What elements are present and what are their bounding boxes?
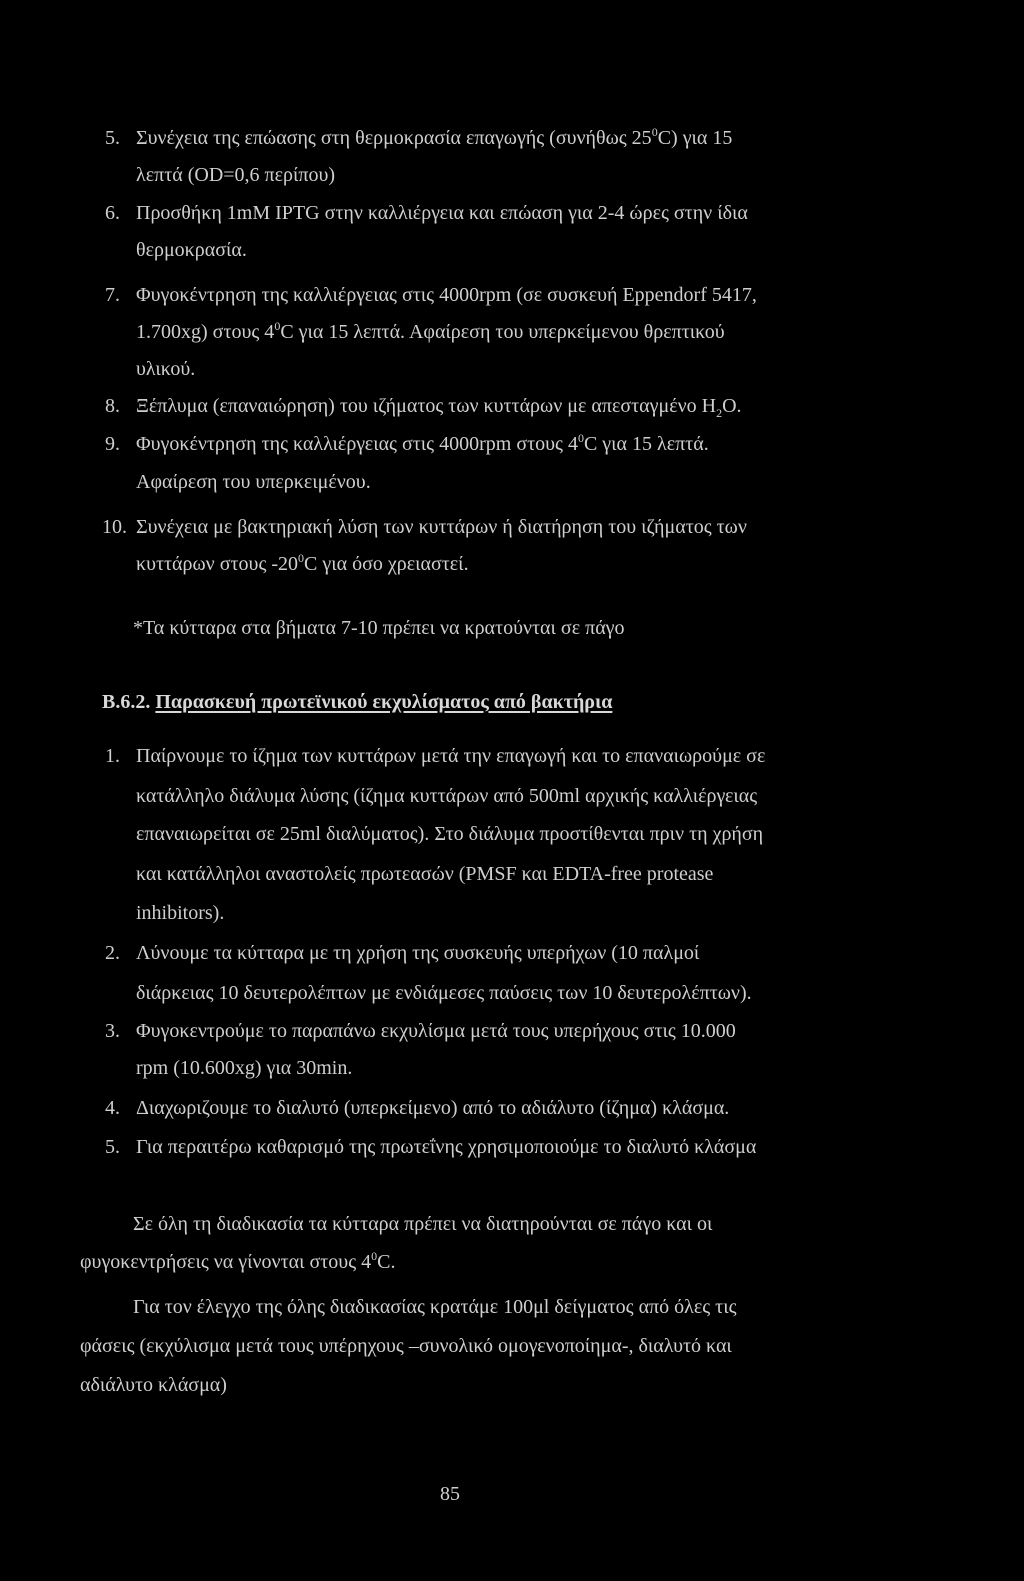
- step-text: Ξέπλυμα (επαναιώρηση) του ιζήματος των κυττάρων με απεσταγμένο H: [136, 395, 717, 417]
- step-text: C για 15 λεπτά.: [583, 433, 709, 455]
- step-text: Φυγοκεντρούμε το παραπάνω εκχυλίσμα μετά τους υπερήχους στις 10.000: [136, 1020, 736, 1042]
- degree-sup: 0: [274, 319, 281, 333]
- step-text: Παίρνουμε το ίζημα των κυττάρων μετά την επαγωγή και το επαναιωρούμε σε: [136, 745, 766, 767]
- cold-note: *Τα κύτταρα στα βήματα 7-10 πρέπει να κρατούνται σε πάγο: [133, 617, 625, 639]
- step-text: Προσθήκη 1mM IPTG στην καλλιέργεια και επώαση για 2-4 ώρες στην ίδια: [136, 202, 748, 224]
- paragraph-text: C.: [377, 1251, 396, 1273]
- step-text: θερμοκρασία.: [136, 239, 247, 261]
- step-number: 9.: [105, 433, 120, 455]
- step-number: 3.: [105, 1020, 120, 1042]
- step-number: 6.: [105, 202, 120, 224]
- step-text: διάρκειας 10 δευτερολέπτων με ενδιάμεσες παύσεις των 10 δευτερολέπτων).: [136, 982, 752, 1004]
- step-text: υλικού.: [136, 358, 196, 380]
- section-heading: [102, 690, 612, 714]
- step-text: C για όσο χρειαστεί.: [304, 553, 469, 575]
- step-number: 8.: [105, 395, 120, 417]
- paragraph-cold: Σε όλη τη διαδικασία τα κύτταρα πρέπει να διατηρούνται σε πάγο και οι: [133, 1213, 713, 1235]
- step-number: 4.: [105, 1097, 120, 1119]
- step-text: Φυγοκέντρηση της καλλιέργειας στις 4000rpm στους 4: [136, 433, 578, 455]
- degree-sup: 0: [651, 125, 658, 139]
- step-text: Συνέχεια της επώασης στη θερμοκρασία επαγωγής (συνήθως 25: [136, 127, 652, 149]
- paragraph-cold-cont: [80, 1250, 395, 1276]
- step-number: 5.: [105, 127, 120, 149]
- step-text: Αφαίρεση του υπερκειμένου.: [136, 471, 371, 493]
- step-text: inhibitors).: [136, 902, 225, 924]
- step-text: Διαχωριζουμε το διαλυτό (υπερκείμενο) από το αδιάλυτο (ίζημα) κλάσμα.: [136, 1097, 730, 1119]
- degree-sup: 0: [371, 1249, 378, 1263]
- step-number: 5.: [105, 1136, 120, 1158]
- step-text: C) για 15: [657, 127, 733, 149]
- step-text: Συνέχεια με βακτηριακή λύση των κυττάρων ή διατήρηση του ιζήματος των: [136, 516, 747, 538]
- page-number: 85: [440, 1483, 460, 1505]
- paragraph-control-cont2: αδιάλυτο κλάσμα): [80, 1374, 227, 1396]
- paragraph-control-cont: φάσεις (εκχύλισμα μετά τους υπέρηχους –συνολικό ομογενοποίημα-, διαλυτό και: [80, 1335, 732, 1357]
- paragraph-text: φυγοκεντρήσεις να γίνονται στους 4: [80, 1251, 372, 1273]
- step-number: 10.: [102, 516, 127, 538]
- step-text: rpm (10.600xg) για 30min.: [136, 1057, 353, 1079]
- step-text: κυττάρων στους -20: [136, 553, 299, 575]
- step-text: C για 15 λεπτά. Αφαίρεση του υπερκείμενου θρεπτικού: [280, 321, 725, 343]
- subscript: 2: [716, 406, 723, 420]
- paragraph-control: Για τον έλεγχο της όλης διαδικασίας κρατάμε 100μl δείγματος από όλες τις: [133, 1296, 737, 1318]
- degree-sup: 0: [577, 431, 584, 445]
- step-text: Φυγοκέντρηση της καλλιέργειας στις 4000rpm (σε συσκευή Eppendorf 5417,: [136, 284, 757, 306]
- step-number: 1.: [105, 745, 120, 767]
- step-text: Για περαιτέρω καθαρισμό της πρωτεΐνης χρησιμοποιούμε το διαλυτό κλάσμα: [136, 1136, 757, 1158]
- step-text: 1.700xg) στους 4: [136, 321, 275, 343]
- step-text: επαναιωρείται σε 25ml διαλύματος). Στο διάλυμα προστίθενται πριν τη χρήση: [136, 823, 764, 845]
- step-text: λεπτά (OD=0,6 περίπου): [136, 164, 336, 186]
- degree-sup: 0: [298, 551, 305, 565]
- step-text: O.: [722, 395, 742, 417]
- section-title: Παρασκευή πρωτεϊνικού εκχυλίσματος από βακτήρια: [155, 691, 613, 713]
- section-number: B.6.2.: [102, 691, 151, 713]
- step-text: Λύνουμε τα κύτταρα με τη χρήση της συσκευής υπερήχων (10 παλμοί: [136, 942, 700, 964]
- step-text: και κατάλληλοι αναστολείς πρωτεασών (PMSF και EDTA-free protease: [136, 863, 714, 885]
- step-text: κατάλληλο διάλυμα λύσης (ίζημα κυττάρων από 500ml αρχικής καλλιέργειας: [136, 785, 758, 807]
- step-number: 7.: [105, 284, 120, 306]
- step-number: 2.: [105, 942, 120, 964]
